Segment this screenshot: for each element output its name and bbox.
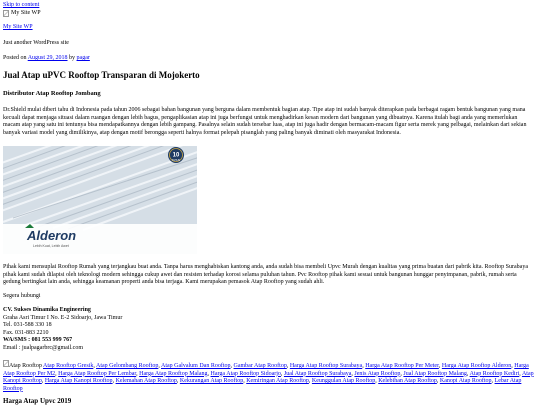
site-logo-alt: My Site WP [11,10,41,16]
keyword-link[interactable]: Atap Kanopi Rooftop [3,370,534,384]
product-image [3,146,197,254]
keyword-link[interactable]: Jual Atap Rooftop Surabaya [283,370,352,377]
keyword-link[interactable]: Harga Atap Kanopi Rooftop [44,378,113,384]
keyword-link[interactable]: Kekurangan Atap Rooftop [179,378,244,384]
keyword-link[interactable]: Kelemahan Atap Rooftop [115,378,177,384]
site-tagline: Just another WordPress site [3,40,69,46]
keyword-link[interactable]: Atap Gelombang Rooftop [96,363,159,369]
keyword-link[interactable]: Harga Atap Rooftop Sidoarjo [210,370,281,377]
site-title-link[interactable]: My Site WP [3,24,33,30]
keyword-link[interactable]: Keunggulan Atap Rooftop [311,378,376,384]
keyword-links: Atap Rooftop Atap Rooftop Gresik, Atap Gelombang Rooftop, Atap Galvalum Dan Rooftop, Gambar Atap Rooftop, Harga Atap Rooftop Surabaya, Harga Atap Rooftop Per Meter, Harga Atap Rooftop Alderon, Harga Atap Rooftop Per M2, Harga Atap Rooftop Per Lembar, Harga Atap Rooftop Malang, Harga Atap Rooftop Sidoarjo, Jual Atap Rooftop Surabaya, Jenis Atap Rooftop, Jual Atap Rooftop Malang, Atap Rooftop Kediri, Atap Kanopi Rooftop, Harga Atap Kanopi Rooftop, Kelemahan Atap Rooftop, Kekurangan Atap Rooftop, Kemiringan Atap Rooftop, Keunggulan Atap Rooftop, Kelebihan Atap Rooftop, Kanopi Atap Rooftop, Lebar Atap Rooftop [3,360,537,393]
post-subtitle: Distributor Atap Rooftop Jombang [3,90,101,97]
skip-to-content-link[interactable]: Skip to content [3,2,40,8]
posted-on-label: Posted on [3,55,27,61]
site-logo[interactable] [3,10,41,18]
company-tel: Tel. 031-588 330 18 [3,322,52,328]
keyword-link[interactable]: Harga Atap Rooftop Malang [139,370,208,377]
keyword-link[interactable]: Harga Atap Rooftop Surabaya [289,363,363,369]
broken-image-icon [3,10,9,17]
author-link[interactable]: pagar [76,55,90,61]
keyword-link[interactable]: Harga Atap Rooftop Per M2 [3,363,529,377]
keyword-link[interactable]: Jenis Atap Rooftop [354,370,401,377]
badge-text: TAHUN [171,159,181,162]
keyword-link[interactable]: Harga Atap Rooftop Alderon [441,363,512,369]
by-label: by [69,55,76,61]
keyword-link[interactable]: Lebar Atap Rooftop [3,378,522,392]
keyword-link[interactable]: Kanopi Atap Rooftop [439,378,492,384]
keyword-link[interactable]: Harga Atap Rooftop Per Meter [365,363,439,369]
company-email: Email : jualpagarbrc@gmail.com [3,344,83,351]
keyword-link[interactable]: Harga Atap Rooftop Per Lembar [58,370,137,377]
company-address: Graha Asri Timur I No. E-2 Sidoarjo, Jawa Timur [3,314,123,321]
contact-intro: Segera hubungi [3,293,41,299]
post-paragraph-2: Pihak kami mensuplai Rooftop Rumah yang terjangkau buat anda. Tanpa harus menghabiskan kantong anda, anda sudah bisa membeli Upvc Murah dengan kualitas yang prima buatan dari pabrik kita. Rooftop Surabaya pihak kami sudah dilapisi oleh teknologi modern sehingga cukup awet dan resisten terhadap korosi selama puluhan tahun. Pvc Rooftop pihak kami sesuai untuk bangunan hunggar penyimpanan, pabrik, rumah serta gedung bertingkat lain anda, sehingga keamanan properti anda bisa terjaga. Kami merupakan pemasok Atap Rooftop yang sudah ahli. [3,264,528,285]
footer-heading: Harga Atap Upvc 2019 [3,397,72,405]
keyword-link[interactable]: Atap Rooftop Kediri [469,370,520,377]
keyword-link[interactable]: Atap Rooftop Gresik [43,363,94,369]
roof-sheet-illustration [3,146,197,254]
badge-number: 10 [172,152,180,159]
company-name: CV. Sukses Dinamika Engineering [3,307,91,313]
keyword-link[interactable]: Gambar Atap Rooftop [233,363,287,369]
brand-tagline: Lebih Kuat, Lebih Awet [33,244,69,248]
keyword-image-alt: Atap Rooftop [9,363,42,369]
company-wa: WA/SMS : 081 553 999 767 [3,337,73,343]
post-date-link[interactable]: August 29, 2018 [27,55,68,61]
keyword-link[interactable]: Jual Atap Rooftop Malang [403,370,467,377]
company-fax: Fax. 031-883 2210 [3,329,49,336]
post-paragraph-1: Dr.Shield mulai diberi tahu di Indonesia pada tahun 2006 sebagai bahan bangunan yang berguna dalam membentuk bagian atap. Tipe atap ini sudah banyak diterapkan pada berbagai ragam bentuk bangunan yang mana kecuali dapat menjaga situasi dalam ruangan dengan lebih bagus, pengaplikasian atap ini juga berfungsi untuk menghadirkan kesan modern dari bangunan yang dibuatnya. Karena itulah bagi anda yang memerlukan macam atap yang satu ini tentunya bisa mendapatkannya dengan lebih gampang. Pasalnya selain sudah tersebar luas, atap ini juga hadir dengan bermacam-macam figur serta merek yang pelbagai, melainkan dari sekian banyak variasi model yang dimilikinya, atap dengan motif berongga seperti halnya format pelepah pisanglah yang paling banyak diminati oleh masyarakat Indonesia. [3,107,527,136]
brand-logo: Alderon [27,228,77,243]
keyword-link[interactable]: Kelebihan Atap Rooftop [378,378,437,384]
contact-block [3,307,122,352]
post-title: Jual Atap uPVC Rooftop Transparan di Mojokerto [3,70,200,80]
post-meta [3,55,90,63]
keyword-link[interactable]: Atap Galvalum Dan Rooftop [161,363,231,369]
keyword-link[interactable]: Kemiringan Atap Rooftop [246,378,309,384]
